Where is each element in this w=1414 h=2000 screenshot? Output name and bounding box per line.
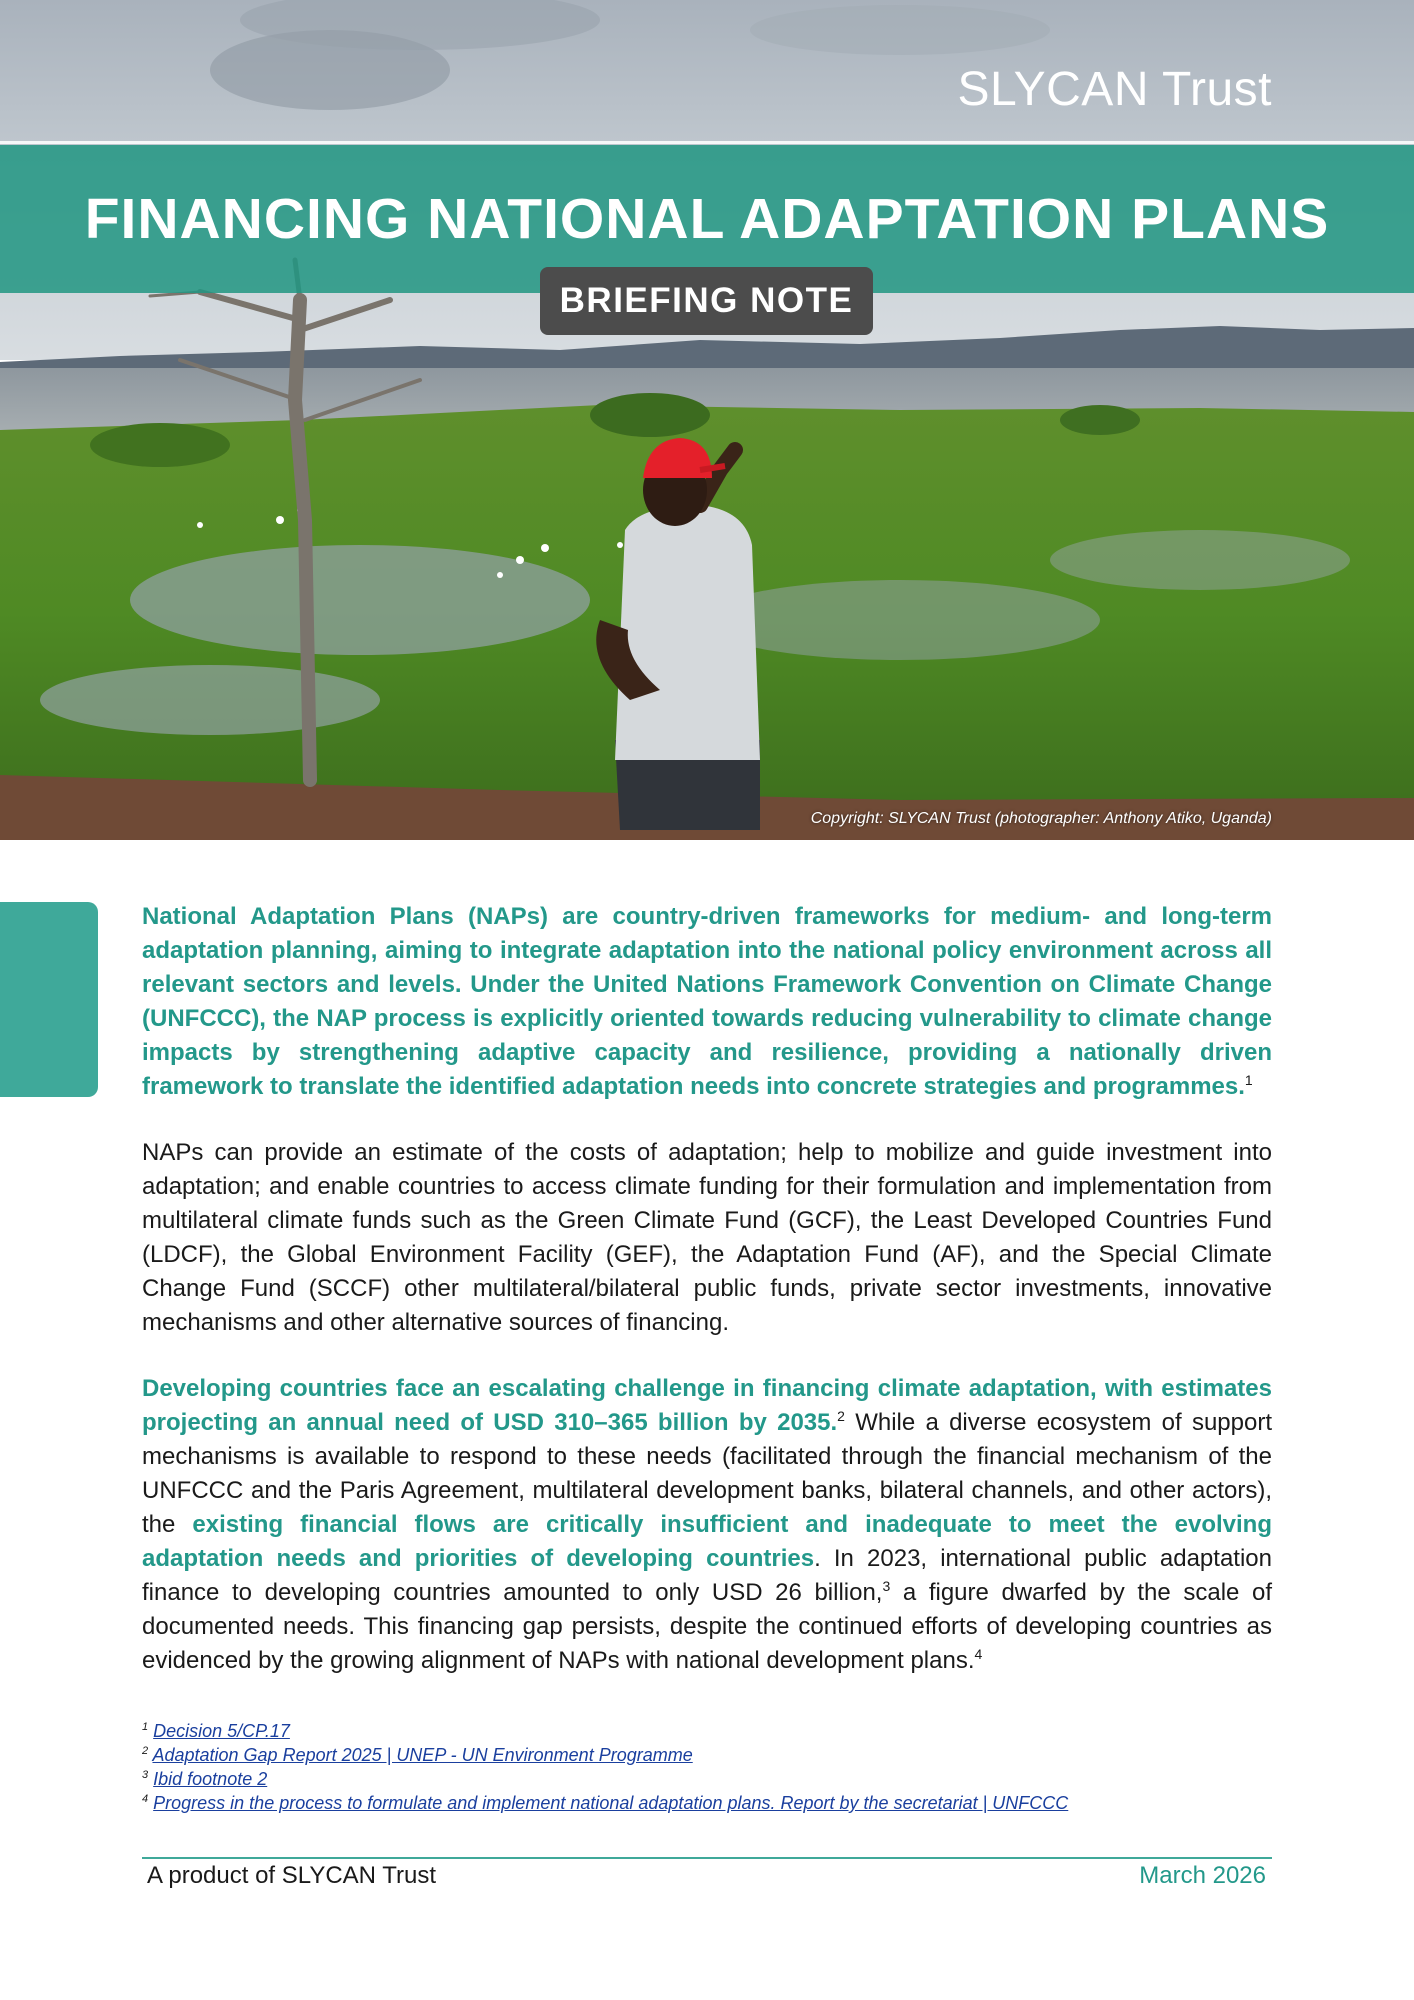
footnote-ref-1[interactable]: 1 [1244, 1072, 1253, 1088]
organization-name: SLYCAN Trust [957, 63, 1272, 116]
footnote-link-progress-report[interactable]: Progress in the process to formulate and implement national adaptation plans. Report by the secretariat | UNFCCC [153, 1793, 1069, 1813]
footnote-item [142, 1743, 1272, 1767]
footer-producer: A product of SLYCAN Trust [147, 1862, 437, 1889]
footnote-item [142, 1767, 1272, 1791]
public-finance-text: . In 2023, international public adaptation finance to developing countries amounted to only USD 26 billion, [142, 1545, 1272, 1606]
footer-rule [142, 1857, 1272, 1859]
footnote-ref-2[interactable]: 2 [837, 1408, 845, 1424]
intro-text: National Adaptation Plans (NAPs) are country-driven frameworks for medium- and long-term adaptation planning, aiming to integrate adaptation into the national policy environment across all relevant sectors and levels. Under the United Nations Framework Convention on Climate Change (UNFCCC), the NAP process is explicitly oriented towards reducing vulnerability to climate change impacts by strengthening adaptive capacity and resilience, providing a nationally driven framework to translate the identified adaptation needs into concrete strategies and programmes. [142, 903, 1272, 1100]
footnote-number: 3 [142, 1769, 149, 1781]
footnote-ref-4[interactable]: 4 [974, 1646, 983, 1662]
footnote-item [142, 1719, 1272, 1743]
photo-credit: Copyright: SLYCAN Trust (photographer: Anthony Atiko, Uganda) [810, 810, 1272, 827]
footnote-link-decision[interactable]: Decision 5/CP.17 [153, 1721, 290, 1741]
footnote-link-ibid[interactable]: Ibid footnote 2 [153, 1769, 268, 1789]
naps-costs-text: NAPs can provide an estimate of the costs of adaptation; help to mobilize and guide investment into adaptation; and enable countries to access climate funding for their formulation and implementation from multilateral climate funds such as the Green Climate Fund (GCF), the Least Developed Countries Fund (LDCF), the Global Environment Facility (GEF), the Adaptation Fund (AF), and the Special Climate Change Fund (SCCF) other multilateral/bilateral public funds, private sector investments, innovative mechanisms and other alternative sources of financing. [142, 1139, 1272, 1336]
footnote-item [142, 1791, 1272, 1815]
footnote-number: 1 [142, 1721, 149, 1733]
footnote-number: 2 [142, 1745, 149, 1757]
financing-gap-text: a figure dwarfed by the scale of documented needs. This financing gap persists, despite the continued efforts of developing countries as evidenced by the growing alignment of NAPs with national development plans. [142, 1579, 1272, 1674]
body-content [142, 900, 1272, 1710]
finance-gap-paragraph [142, 1372, 1272, 1678]
footnote-ref-3[interactable]: 3 [882, 1578, 891, 1594]
insufficient-flows-highlight: existing financial flows are critically insufficient and inadequate to meet the evolving adaptation needs and priorities of developing countries [142, 1511, 1272, 1572]
badge-label: BRIEFING NOTE [559, 281, 854, 320]
lake-landscape-photo [0, 0, 1414, 840]
title-top-rule [0, 141, 1414, 144]
footnotes [142, 1719, 1272, 1815]
footnote-number: 4 [142, 1793, 149, 1805]
briefing-note-badge [540, 267, 873, 335]
intro-paragraph [142, 900, 1272, 1104]
footnote-link-gap-report[interactable]: Adaptation Gap Report 2025 | UNEP - UN Environment Programme [152, 1745, 693, 1765]
hero-photo [0, 0, 1414, 840]
footer-date: March 2026 [1139, 1862, 1266, 1889]
finance-need-highlight: Developing countries face an escalating challenge in financing climate adaptation, with estimates projecting an annual need of USD 310–365 billion by 2035. [142, 1375, 1272, 1436]
side-accent-tab [0, 902, 98, 1097]
naps-costs-paragraph [142, 1136, 1272, 1340]
document-title: FINANCING NATIONAL ADAPTATION PLANS [84, 187, 1330, 251]
finance-mechanisms-text: While a diverse ecosystem of support mechanisms is available to respond to these needs (facilitated through the financial mechanism of the UNFCCC and the Paris Agreement, multilateral development banks, bilateral channels, and other actors), the [142, 1409, 1272, 1538]
